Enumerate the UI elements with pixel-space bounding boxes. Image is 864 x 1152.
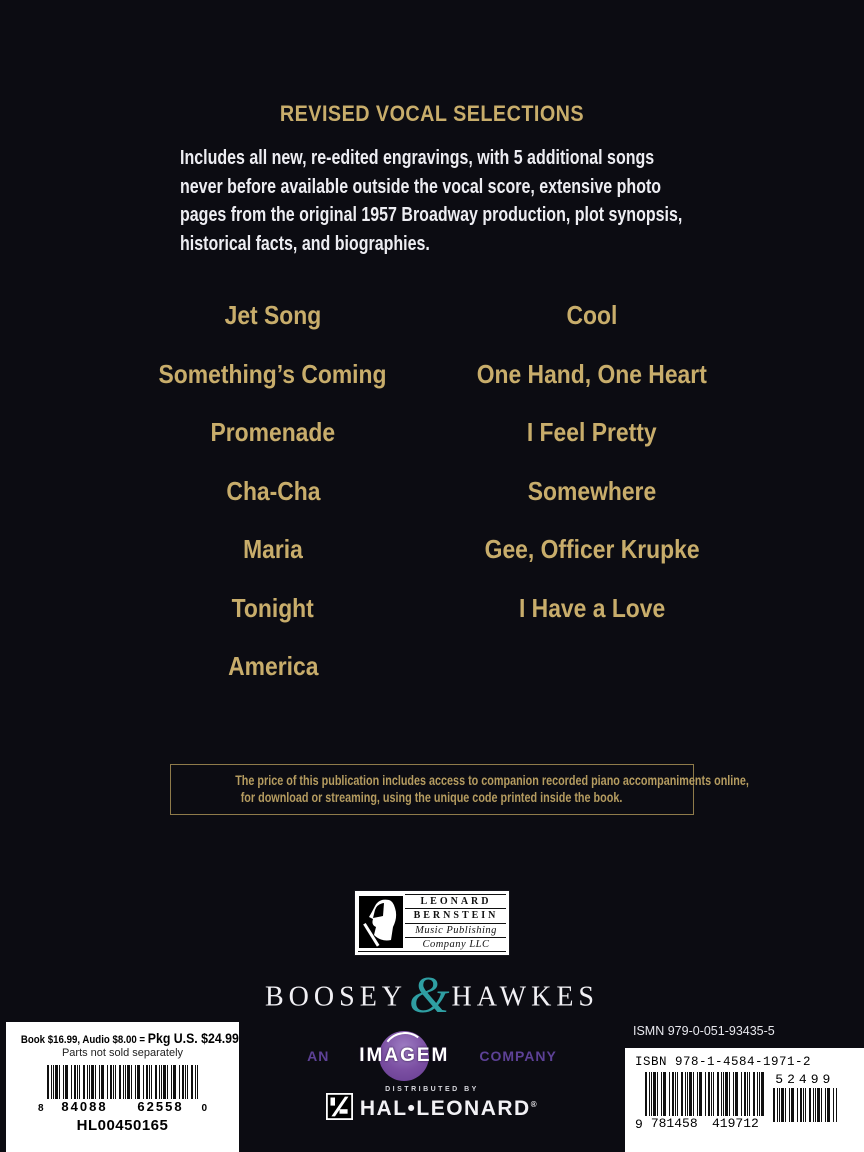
bernstein-logo-line3: Music Publishing [358,923,506,937]
price-line: Book $16.99, Audio $8.00 = Pkg U.S. $24.99 [20,1030,239,1046]
ean-barcode [635,1072,864,1131]
package-price: Pkg U.S. $24.99 [147,1030,239,1046]
notice-line: The price of this publication includes access to companion recorded piano accompaniments online, [235,773,749,788]
catalog-number: HL00450165 [76,1117,169,1134]
upc-barcode [6,1065,239,1114]
song-title: I Feel Pretty [527,417,657,447]
intro-paragraph [180,144,700,258]
bernstein-portrait-icon [359,896,403,948]
ean-group1: 781458 [650,1116,698,1131]
pricing-barcode-panel [6,1022,239,1152]
ean-bars-icon [645,1072,765,1116]
song-title: Tonight [231,592,315,623]
ean-group2: 419712 [712,1116,759,1131]
upc-bars-icon [47,1065,199,1099]
upc-group1: 84088 [61,1099,108,1114]
imagem-suffix: COMPANY [479,1048,557,1064]
distributed-by-label: DISTRIBUTED BY [385,1086,479,1093]
notice-line: for download or streaming, using the unique code printed inside the book. [241,790,623,805]
bernstein-logo-line2: BERNSTEIN [358,908,506,922]
bernstein-logo-line1: LEONARD [358,894,506,908]
imagem-name: IMAGEM [359,1045,450,1066]
addon-number: 52499 [775,1072,835,1087]
intro-line: pages from the original 1957 Broadway production, plot synopsis, [180,204,683,226]
upc-group2: 62558 [137,1099,184,1114]
song-title: America [227,651,319,681]
upc-left-digit: 8 [37,1103,44,1114]
song-title: Jet Song [224,300,322,330]
addon-bars-icon [773,1088,837,1122]
isbn-barcode-panel [625,1048,864,1152]
ean-left-digit: 9 [635,1117,643,1132]
song-title: Somewhere [527,475,657,506]
isbn-number: ISBN 978-1-4584-1971-2 [635,1055,812,1069]
audio-access-notice [170,764,749,815]
song-title: Cha-Cha [225,475,321,506]
hal-leonard-icon [326,1093,353,1125]
song-title: Cool [566,300,618,330]
song-title: I Have a Love [518,592,666,623]
boosey-hawkes-logo [0,968,864,1027]
song-title: Something’s Coming [159,358,387,389]
hal-leonard-name: HAL•LEONARD® [359,1097,539,1120]
leonard-bernstein-logo [354,890,510,956]
intro-line: never before available outside the vocal score, extensive photo [180,175,662,198]
ean-addon [773,1072,837,1122]
song-title: Gee, Officer Krupke [484,534,700,564]
song-title: One Hand, One Heart [476,358,708,389]
intro-line: Includes all new, re-edited engravings, with 5 additional songs [180,147,655,169]
song-title: Promenade [210,417,336,447]
intro-line: historical facts, and biographies. [180,232,430,255]
upc-right-digit: 0 [201,1103,208,1114]
page-title-text: REVISED VOCAL SELECTIONS [279,101,585,126]
hawkes-text: HAWKES [451,981,599,1013]
ismn-number: ISMN 979-0-051-93435-5 [633,1024,775,1038]
ampersand-icon: & [409,967,450,1024]
song-list-right [320,286,864,637]
imagem-prefix: AN [307,1048,330,1064]
boosey-text: BOOSEY [265,981,408,1013]
registered-mark: ® [530,1100,539,1109]
song-title: Maria [243,534,303,564]
page-title [0,101,864,127]
bernstein-logo-line4: Company LLC [358,937,506,952]
parts-note: Parts not sold separately [61,1047,184,1059]
